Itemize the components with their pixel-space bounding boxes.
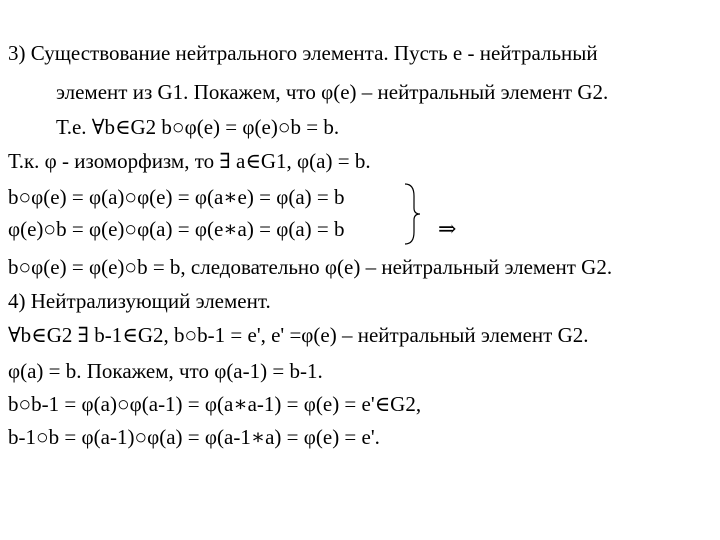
text-line-5: b○φ(e) = φ(a)○φ(e) = φ(a∗e) = φ(a) = b bbox=[8, 185, 345, 209]
text-line-11: b○b-1 = φ(a)○φ(a-1) = φ(a∗a-1) = φ(e) = e'∈G2, bbox=[8, 392, 422, 416]
text-line-4: Т.к. φ - изоморфизм, то ∃ a∈G1, φ(a) = b. bbox=[8, 149, 371, 173]
text-line-8: 4) Нейтрализующий элемент. bbox=[8, 289, 271, 313]
text-line-10: φ(a) = b. Покажем, что φ(a-1) = b-1. bbox=[8, 359, 323, 383]
text-line-7: b○φ(e) = φ(e)○b = b, следовательно φ(e) – нейтральный элемент G2. bbox=[8, 255, 613, 279]
implies-icon: ⇒ bbox=[438, 216, 457, 241]
text-line-2: элемент из G1. Покажем, что φ(e) – нейтральный элемент G2. bbox=[56, 80, 609, 104]
text-line-6: φ(e)○b = φ(e)○φ(a) = φ(e∗a) = φ(a) = b bbox=[8, 217, 345, 241]
text-line-9: ∀b∈G2 ∃ b-1∈G2, b○b-1 = e', e' =φ(e) – нейтральный элемент G2. bbox=[8, 323, 589, 347]
text-line-1: 3) Существование нейтрального элемента. Пусть e - нейтральный bbox=[8, 41, 598, 65]
text-line-3: Т.е. ∀b∈G2 b○φ(e) = φ(e)○b = b. bbox=[56, 115, 340, 139]
text-line-12: b-1○b = φ(a-1)○φ(a) = φ(a-1∗a) = φ(e) = e'. bbox=[8, 425, 380, 449]
